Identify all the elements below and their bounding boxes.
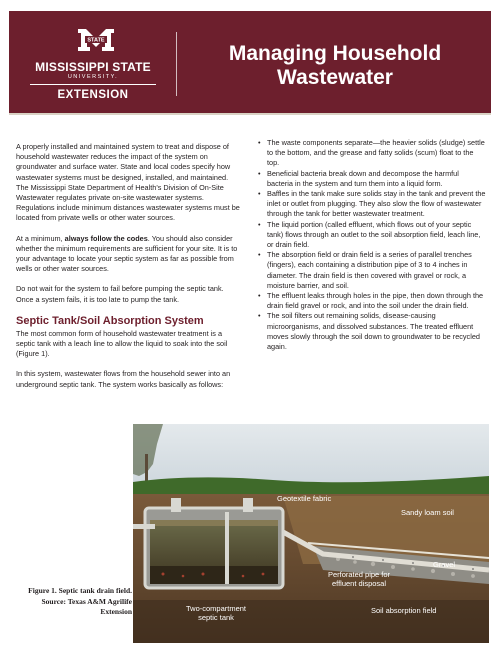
process-list xyxy=(258,138,486,352)
intro-paragraph: A properly installed and maintained system to treat and dispose of household wastewater reduces the impact of the system on groundwater and surface water. State and local codes specify how wastewater systems must be designed, installed, and maintained. The Mississippi State Department of Health's Division of On-Site Wastewater regulates private on-site wastewater systems. Regulations include minimum distances wastewater systems must be located from private wells or other water sources. xyxy=(16,142,240,223)
right-column xyxy=(258,138,486,352)
label-perforated-pipe: Perforated pipe for effluent disposal xyxy=(327,570,391,588)
section-heading: Septic Tank/Soil Absorption System xyxy=(16,314,204,327)
left-column xyxy=(16,142,242,400)
label-gravel: Gravel xyxy=(433,560,456,569)
label-absorption-field: Soil absorption field xyxy=(371,606,437,615)
header-rule xyxy=(9,113,491,115)
system-intro-paragraph: The most common form of household wastewater treatment is a septic tank with a leach line to allow the liquid to soak into the soil (Figure 1). xyxy=(16,328,228,359)
codes-suffix: . You should also consider whether the minimum requirements are sufficient for your site. It is to your advantage to locate your septic system as far as possible from wells or other water sources. xyxy=(16,233,238,274)
list-item: • Beneficial bacteria break down and decompose the harmful bacteria in the system and turn them into a liquid form. xyxy=(258,169,486,189)
logo-mark-text: STATE xyxy=(87,37,105,44)
list-item: • The liquid portion (called effluent, which flows out of your septic tank) flows through an outlet to the soil absorption field, leach line, or drain field. xyxy=(258,220,486,251)
logo-extension-label: EXTENSION xyxy=(57,89,129,101)
label-sandy-loam: Sandy loam soil xyxy=(401,508,454,517)
codes-paragraph xyxy=(16,234,242,275)
codes-prefix: At a minimum, xyxy=(16,233,65,243)
header-divider xyxy=(176,32,177,96)
label-septic-tank: Two-compartment septic tank xyxy=(185,604,247,622)
logo-rule xyxy=(30,84,156,85)
msu-m-logo-icon xyxy=(76,27,116,53)
pumping-paragraph: Do not wait for the system to fail before pumping the septic tank. Once a system fails, it is too late to pump the tank. xyxy=(16,284,224,304)
codes-emphasis: always follow the codes xyxy=(64,233,148,243)
system-flow-paragraph: In this system, wastewater flows from the household sewer into an underground septic tank. The system works basically as follows: xyxy=(16,369,231,389)
msu-extension-logo xyxy=(26,27,160,107)
figure-caption: Figure 1. Septic tank drain field. Source: Texas A&M Agrilife Extension xyxy=(28,586,132,616)
page-title: Managing Household Wastewater xyxy=(228,42,442,89)
list-item: • The absorption field or drain field is a series of parallel trenches (fingers), each containing a distribution pipe of 3 to 4 inches in diameter. The drain field is then covered with gravel or rock, a moisture barrier, and soil. xyxy=(258,250,486,291)
logo-university-label: UNIVERSITY. xyxy=(67,74,119,80)
logo-university-name: MISSISSIPPI STATE xyxy=(35,60,151,74)
list-item: • The soil filters out remaining solids, disease-causing microorganisms, and dissolved substances. The treated effluent moves slowly through the soil down to groundwater to be recycled again. xyxy=(258,311,486,352)
list-item: • Baffles in the tank make sure solids stay in the tank and prevent the inlet or outlet from plugging. They also slow the flow of wastewater through the tank for better wastewater treatment. xyxy=(258,189,486,220)
list-item: • The waste components separate—the heavier solids (sludge) settle to the bottom, and the grease and fatty solids (scum) float to the top. xyxy=(258,138,486,169)
label-geotextile: Geotextile fabric xyxy=(277,494,332,503)
septic-system-figure xyxy=(133,424,489,643)
list-item: • The effluent leaks through holes in the pipe, then down through the drain field gravel or rock, and into the soil under the drain field. xyxy=(258,291,486,311)
